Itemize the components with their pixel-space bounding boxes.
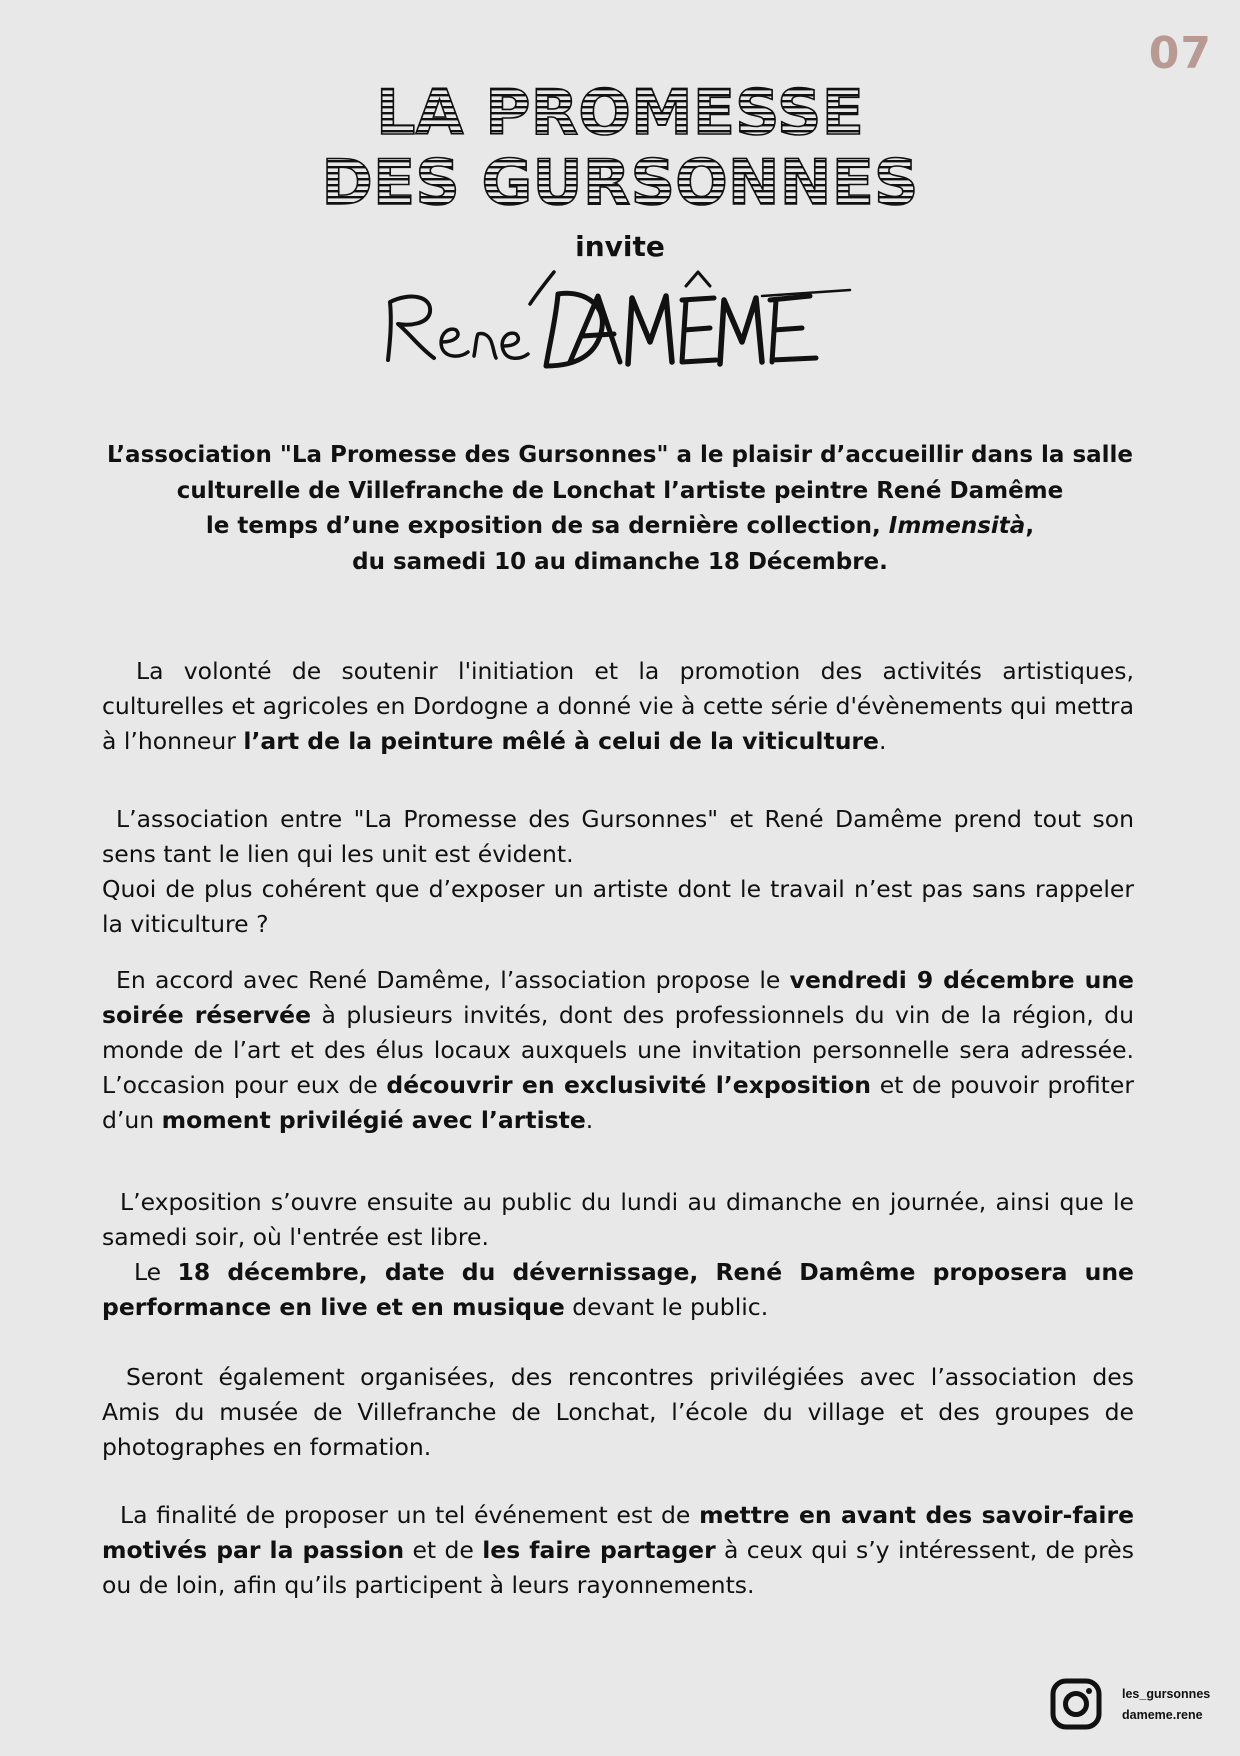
invite-label: invite xyxy=(575,230,665,263)
handle-gursonnes[interactable]: les_gursonnes xyxy=(1122,1687,1211,1701)
p6-text-c: et de xyxy=(404,1536,483,1564)
p4-text-d: devant le public. xyxy=(564,1293,769,1321)
social-handles xyxy=(1122,1684,1210,1726)
p6-text-e: à ceux qui s’y intéressent, de près ou de loin, afin qu’ils participent à leurs rayonnements. xyxy=(102,1536,1134,1599)
p4-text-b: Le xyxy=(134,1258,178,1286)
p3-text-c: à plusieurs invités, dont des professionnels du vin de la région, du monde de l’art et des élus locaux auxquels une invitation personnelle sera adressée. L’occasion pour eux de xyxy=(102,1001,1134,1099)
intro-line-4: du samedi 10 au dimanche 18 Décembre. xyxy=(352,548,888,575)
instagram-icon[interactable] xyxy=(1050,1678,1102,1730)
title-line-1: LA PROMESSE xyxy=(376,76,864,149)
intro-line-2: culturelle de Villefranche de Lonchat l’artiste peintre René Damême xyxy=(176,477,1064,504)
handle-dameme[interactable]: dameme.rene xyxy=(1122,1708,1203,1722)
title-line-2: DES GURSONNES xyxy=(321,146,919,219)
p4-text-a: L’exposition s’ouvre ensuite au public du lundi au dimanche en journée, ainsi que le samedi soir, où l'entrée est libre. xyxy=(102,1188,1134,1251)
p5-text: Seront également organisées, des rencontres privilégiées avec l’association des Amis du musée de Villefranche de Lonchat, l’école du village et des groupes de photographes en formation. xyxy=(102,1363,1134,1461)
paragraph-5 xyxy=(102,1360,1134,1465)
p2-text-b: Quoi de plus cohérent que d’exposer un artiste dont le travail n’est pas sans rappeler la viticulture ? xyxy=(102,875,1134,938)
paragraph-1 xyxy=(102,654,1134,759)
intro-line-3-end: , xyxy=(1025,513,1035,539)
p3-bold-f: moment privilégié avec l’artiste xyxy=(161,1106,586,1134)
collection-name: Immensità xyxy=(888,513,1026,539)
intro-line-3-text: le temps d’une exposition de sa dernière collection, xyxy=(205,513,889,539)
artist-signature xyxy=(370,262,870,382)
intro-line-3 xyxy=(100,509,1140,545)
p3-text-e: et de pouvoir profiter d’un xyxy=(102,1071,1135,1134)
page-title xyxy=(0,70,1240,220)
paragraph-6 xyxy=(102,1498,1134,1603)
p1-text: La volonté de soutenir l'initiation et la promotion des activités artistiques, culturelles et agricoles en Dordogne a donné vie à cette série d'évènements qui mettra à l’honneur xyxy=(102,657,1134,755)
paragraph-3 xyxy=(102,963,1134,1138)
p3-end: . xyxy=(585,1106,594,1134)
intro-line-1: L’association "La Promesse des Gursonnes" a le plaisir d’accueillir dans la salle xyxy=(106,442,1134,468)
p4-bold-c: 18 décembre, date du dévernissage, René Damême proposera une performance en live et en musique xyxy=(102,1258,1134,1321)
p6-bold-b: mettre en avant des savoir-faire motivés par la passion xyxy=(102,1501,1135,1564)
p3-text-a: En accord avec René Damême, l’association propose le xyxy=(116,966,790,994)
p6-bold-d: les faire partager xyxy=(482,1536,716,1564)
p2-text-a: L’association entre "La Promesse des Gursonnes" et René Damême prend tout son sens tant le lien qui les unit est évident. xyxy=(102,805,1134,868)
p1-end: . xyxy=(878,727,887,755)
page-number: 07 xyxy=(1148,28,1212,79)
paragraph-2 xyxy=(102,802,1134,942)
p3-bold-b: vendredi 9 décembre une soirée réservée xyxy=(102,966,1134,1029)
p1-bold: l’art de la peinture mêlé à celui de la viticulture xyxy=(243,727,879,755)
p3-bold-d: découvrir en exclusivité l’exposition xyxy=(386,1071,872,1099)
paragraph-4 xyxy=(102,1185,1134,1325)
p6-text-a: La finalité de proposer un tel événement est de xyxy=(120,1501,700,1529)
signature-text: René DAMÊME xyxy=(616,380,624,381)
intro-block xyxy=(100,438,1140,580)
